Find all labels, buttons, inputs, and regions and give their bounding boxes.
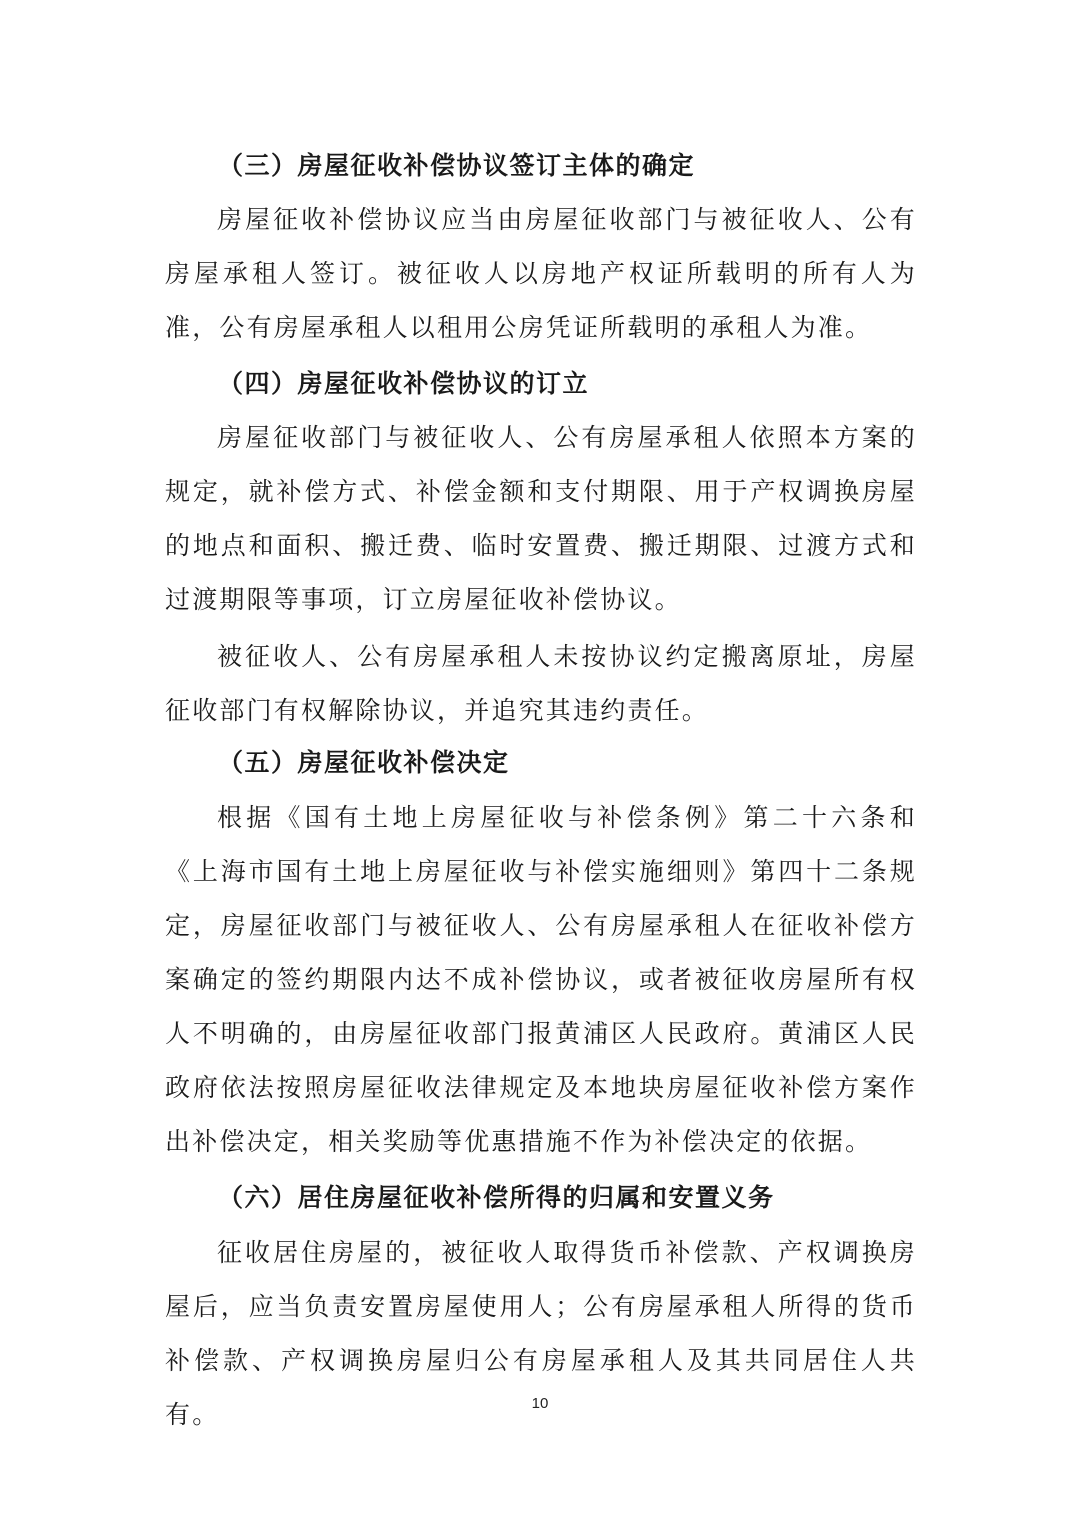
page-number: 10	[531, 1395, 549, 1412]
section-5-paragraph-1: 根据《国有土地上房屋征收与补偿条例》第二十六条和《上海市国有土地上房屋征收与补偿实施细则》第四十二条规定，房屋征收部门与被征收人、公有房屋承租人在征收补偿方案确定的签约期限内达不成补偿协议，或者被征收房屋所有权人不明确的，由房屋征收部门报黄浦区人民政府。黄浦区人民政府依法按照房屋征收法律规定及本地块房屋征收补偿方案作出补偿决定，相关奖励等优惠措施不作为补偿决定的依据。	[165, 803, 917, 1156]
section-6-heading: （六）居住房屋征收补偿所得的归属和安置义务	[218, 1183, 775, 1212]
section-4-heading: （四）房屋征收补偿协议的订立	[218, 369, 590, 398]
section-3-heading: （三）房屋征收补偿协议签订主体的确定	[218, 151, 696, 180]
section-5-heading: （五）房屋征收补偿决定	[218, 748, 510, 777]
section-4-paragraph-1: 房屋征收部门与被征收人、公有房屋承租人依照本方案的规定，就补偿方式、补偿金额和支付期限、用于产权调换房屋的地点和面积、搬迁费、临时安置费、搬迁期限、过渡方式和过渡期限等事项，订立房屋征收补偿协议。	[165, 423, 917, 614]
section-3-paragraph-1: 房屋征收补偿协议应当由房屋征收部门与被征收人、公有房屋承租人签订。被征收人以房地产权证所载明的所有人为准，公有房屋承租人以租用公房凭证所载明的承租人为准。	[165, 205, 917, 342]
section-4-paragraph-2: 被征收人、公有房屋承租人未按协议约定搬离原址，房屋征收部门有权解除协议，并追究其违约责任。	[165, 642, 917, 725]
section-6-paragraph-1: 征收居住房屋的，被征收人取得货币补偿款、产权调换房屋后，应当负责安置房屋使用人；公有房屋承租人所得的货币补偿款、产权调换房屋归公有房屋承租人及其共同居住人共有。	[165, 1238, 917, 1429]
